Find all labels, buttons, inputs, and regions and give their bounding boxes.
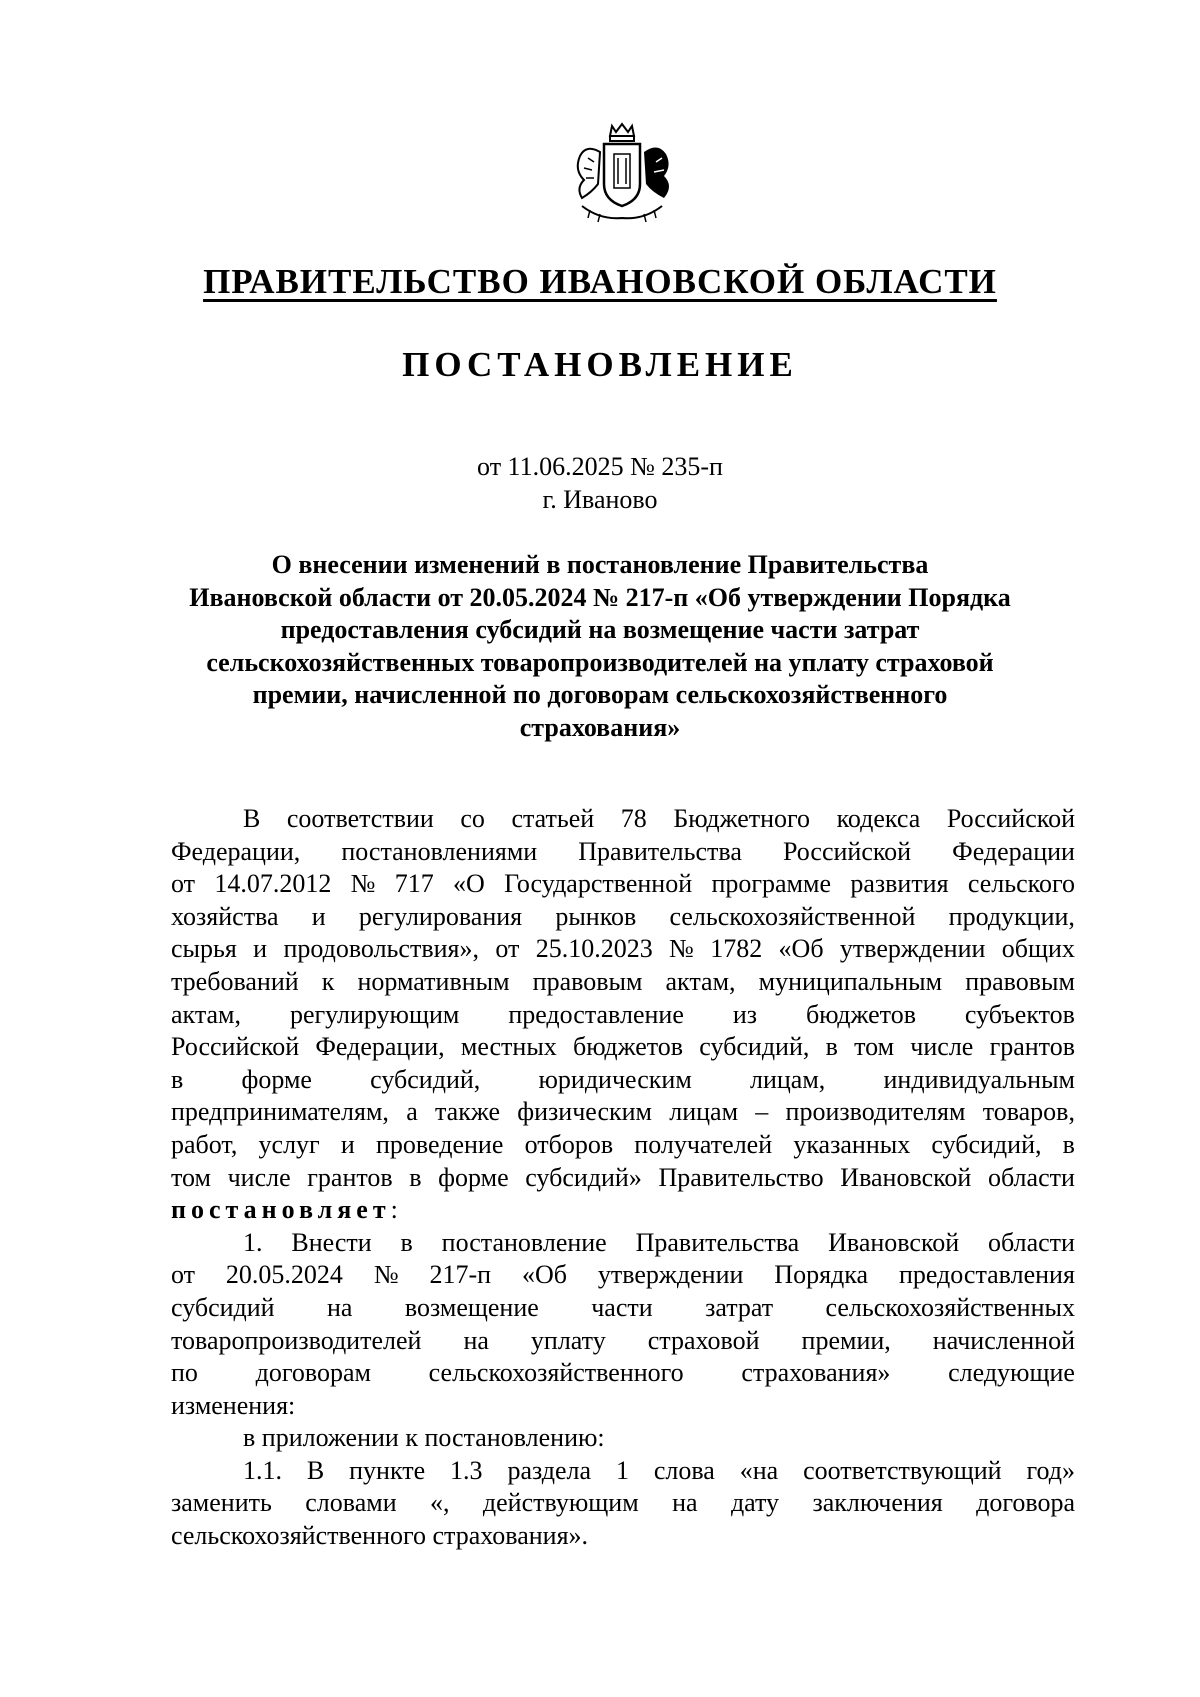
document-subject [165, 549, 1035, 744]
body-word: на [327, 1292, 353, 1322]
body-word: утверждении [597, 1260, 744, 1290]
body-word: № [373, 1260, 399, 1290]
organization-title [0, 262, 1200, 302]
body-word: со [460, 804, 485, 833]
body-word: страховой [647, 1325, 760, 1355]
body-line [171, 1064, 1075, 1097]
body-word: 25.10.2023 [535, 934, 653, 964]
body-line [171, 1227, 1075, 1260]
body-word: слова [653, 1455, 715, 1485]
body-word: общих [1001, 934, 1075, 964]
body-line [171, 1390, 1075, 1423]
body-word: – [755, 1097, 769, 1127]
body-word: В [306, 1455, 325, 1485]
body-word: актам, [665, 966, 736, 996]
body-word: том [171, 1162, 211, 1192]
body-word: области [987, 1162, 1075, 1192]
body-line [171, 1422, 1075, 1455]
body-word: на [463, 1325, 489, 1355]
body-word: 78 [620, 804, 647, 833]
body-word: утверждении [839, 934, 986, 964]
body-word: индивидуальным [883, 1064, 1075, 1094]
body-word: грантов [307, 1162, 393, 1192]
body-word: 217-п [429, 1260, 492, 1290]
body-word: субъектов [964, 999, 1075, 1029]
body-word: 1.1. [243, 1455, 282, 1485]
body-word: Правительство [658, 1162, 824, 1192]
body-word: «, [430, 1488, 450, 1518]
body-line [171, 1357, 1075, 1390]
body-word: производителям [785, 1097, 966, 1127]
body-word: форме [241, 1064, 312, 1094]
body-word: Порядка [774, 1260, 869, 1290]
body-line [171, 901, 1075, 934]
body-word: том [854, 1032, 895, 1062]
body-word: предоставление [508, 999, 684, 1029]
body-word: статьей [511, 804, 595, 833]
body-word: программе [711, 869, 832, 899]
body-word: постановлениями [341, 836, 538, 866]
body-word: Ивановской [840, 1162, 972, 1192]
body-word: 1 [615, 1455, 629, 1485]
body-word: отборов [524, 1129, 614, 1159]
body-word: работ, [171, 1129, 238, 1159]
body-word: Федерации, [171, 836, 301, 866]
body-word: Внести [291, 1227, 372, 1257]
body-word: Государственной [504, 869, 693, 899]
body-word: 717 [394, 869, 434, 899]
body-line [171, 836, 1075, 869]
subject-line: сельскохозяйственных товаропроизводителей на уплату страховой [206, 647, 994, 677]
body-line [171, 933, 1075, 966]
document-body [171, 803, 1075, 1553]
body-line [171, 803, 1075, 836]
city: г. Иваново [542, 485, 658, 514]
body-word: «Об [521, 1260, 567, 1290]
body-line [171, 1096, 1075, 1129]
body-word: Правительства [635, 1227, 800, 1257]
body-word: проведение [376, 1129, 504, 1159]
body-word: В [243, 804, 261, 833]
body-word: развития [850, 869, 949, 899]
body-line [171, 1487, 1075, 1520]
body-word: сырья [171, 934, 237, 964]
body-word: Правительства [578, 836, 742, 866]
body-word: постановление [441, 1227, 607, 1257]
body-word: заключения [812, 1488, 943, 1518]
body-word: 1782 [710, 934, 763, 964]
body-word: кодекса [836, 804, 921, 833]
body-word: от [171, 1260, 196, 1290]
body-word: продовольствия», [283, 934, 479, 964]
body-word: в [1062, 1129, 1075, 1159]
body-word: субсидий, [699, 1032, 810, 1062]
body-word: уплату [530, 1325, 606, 1355]
body-word: числе [910, 1032, 974, 1062]
body-line [171, 1292, 1075, 1325]
body-word: № [669, 934, 694, 964]
body-word: форме [438, 1162, 509, 1192]
organization-name: ПРАВИТЕЛЬСТВО ИВАНОВСКОЙ ОБЛАСТИ [203, 262, 997, 301]
body-line [171, 1259, 1075, 1292]
body-word: бюджетов [805, 999, 916, 1029]
body-word: и [253, 934, 268, 964]
body-word: № [350, 869, 376, 899]
body-word: 1. [243, 1227, 263, 1257]
body-word: лицам, [750, 1064, 826, 1094]
body-word: актам, [171, 999, 242, 1029]
subject-line: О внесении изменений в постановление Правительства [271, 550, 929, 579]
body-word: физическим [517, 1097, 652, 1127]
body-word: правовым [532, 966, 643, 996]
body-word: соответствующий [803, 1455, 1002, 1485]
body-word: и [311, 901, 326, 931]
body-word: хозяйства [171, 901, 279, 931]
body-word: «О [453, 869, 485, 899]
body-line [171, 1325, 1075, 1358]
body-word: лицам [669, 1097, 739, 1127]
coat-of-arms-icon [560, 122, 684, 230]
body-word: регулирующим [289, 999, 460, 1029]
body-word: Ивановской [828, 1227, 960, 1257]
body-word: субсидий, [370, 1064, 481, 1094]
body-word: затрат [705, 1292, 774, 1322]
body-word: товаров, [982, 1097, 1075, 1127]
body-word: предпринимателям, [171, 1097, 389, 1127]
subject-line: предоставления субсидий на возмещение части затрат [280, 615, 920, 644]
subject-line: страхования» [519, 712, 681, 742]
subject-line: премии, начисленной по договорам сельскохозяйственного [252, 680, 948, 709]
body-word: услуг [258, 1129, 320, 1159]
body-word: соответствии [286, 804, 434, 833]
body-word: словами [305, 1488, 397, 1518]
body-word: в [409, 1162, 422, 1192]
body-word: 1.3 [450, 1455, 483, 1485]
body-word: заменить [171, 1488, 272, 1518]
body-word: : [390, 1195, 398, 1225]
body-word: сельскохозяйственного [428, 1358, 684, 1388]
body-word: в [171, 1064, 184, 1094]
body-word: Российской [171, 1032, 300, 1062]
body-word: области [988, 1227, 1075, 1257]
body-line [171, 1129, 1075, 1162]
body-line [171, 1194, 1075, 1227]
body-line [171, 966, 1075, 999]
body-word: постановляет [171, 1195, 391, 1225]
body-word: местных [460, 1032, 557, 1062]
body-word: начисленной [932, 1325, 1075, 1355]
body-word: а [406, 1097, 418, 1127]
body-line [171, 1520, 1075, 1553]
body-word: премии, [801, 1325, 891, 1355]
body-word: сельскохозяйственных [825, 1292, 1075, 1322]
document-meta [0, 450, 1200, 516]
body-word: предоставления [898, 1260, 1075, 1290]
body-word: регулирования [358, 901, 523, 931]
body-line [171, 868, 1075, 901]
body-word: действующим [482, 1488, 639, 1518]
body-word: части [591, 1292, 653, 1322]
document-type: ПОСТАНОВЛЕНИЕ [402, 345, 798, 384]
body-word: грантов [989, 1032, 1075, 1062]
body-word: от [495, 934, 520, 964]
body-word: также [434, 1097, 500, 1127]
body-word: Федерации, [315, 1032, 445, 1062]
body-word: 14.07.2012 [214, 869, 332, 899]
body-word: требований [171, 966, 299, 996]
body-word: сельскохозяйственной [669, 901, 916, 931]
body-word: Российской [946, 804, 1075, 833]
body-word: «Об [778, 934, 824, 964]
body-word: к [321, 966, 335, 996]
body-word: Российской [782, 836, 912, 866]
body-line [171, 1162, 1075, 1195]
body-word: товаропроизводителей [171, 1325, 422, 1355]
body-word: в [400, 1227, 413, 1257]
body-word: от [171, 869, 196, 899]
body-word: субсидий, [931, 1129, 1042, 1159]
body-word: год» [1026, 1455, 1075, 1485]
body-word: нормативным [357, 966, 510, 996]
body-word: раздела [507, 1455, 592, 1485]
body-word: дату [730, 1488, 780, 1518]
body-word: числе [227, 1162, 291, 1192]
body-word: бюджетов [573, 1032, 684, 1062]
body-word: юридическим [538, 1064, 692, 1094]
body-word: 20.05.2024 [225, 1260, 343, 1290]
body-line [171, 1455, 1075, 1488]
date-number: от 11.06.2025 № 235-п [477, 452, 723, 481]
body-word: указанных [793, 1129, 911, 1159]
body-word: сельского [967, 869, 1075, 899]
body-line [171, 1031, 1075, 1064]
body-word: из [732, 999, 758, 1029]
body-word: правовым [965, 966, 1075, 996]
body-word: муниципальным [758, 966, 943, 996]
body-line [171, 999, 1075, 1032]
body-word: договорам [255, 1358, 371, 1388]
body-word: Федерации [952, 836, 1075, 866]
body-word: субсидий [171, 1292, 275, 1322]
body-text: в приложении к постановлению: [243, 1423, 605, 1453]
body-word: на [672, 1488, 698, 1518]
body-text: сельскохозяйственного страхования». [171, 1521, 589, 1551]
body-word: следующие [948, 1358, 1075, 1388]
body-word: в [825, 1032, 838, 1062]
body-word: продукции, [948, 901, 1075, 931]
body-word: получателей [634, 1129, 773, 1159]
body-word: субсидий» [525, 1162, 642, 1192]
body-word: возмещение [404, 1292, 539, 1322]
body-word: и [340, 1129, 355, 1159]
body-word: страхования» [741, 1358, 891, 1388]
body-word: рынков [555, 901, 637, 931]
body-word: договора [976, 1488, 1075, 1518]
body-word: Бюджетного [673, 804, 811, 833]
body-text: изменения: [171, 1390, 296, 1420]
body-word: пункте [349, 1455, 426, 1485]
subject-line: Ивановской области от 20.05.2024 № 217-п «Об утверждении Порядка [189, 582, 1011, 612]
body-word: «на [739, 1455, 779, 1485]
body-word: по [171, 1358, 198, 1388]
